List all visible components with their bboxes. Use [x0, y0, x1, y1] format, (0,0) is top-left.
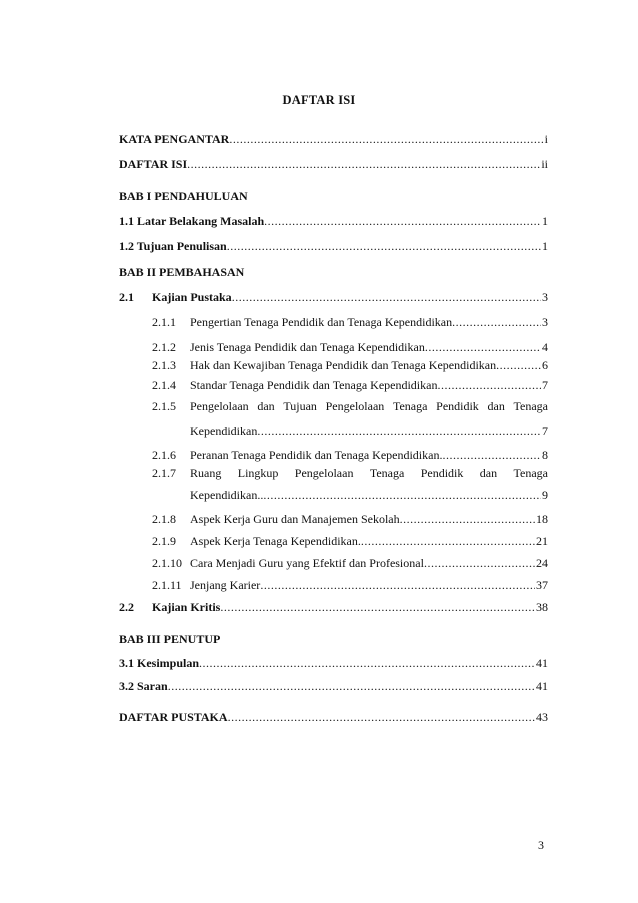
toc-page: 38 [536, 600, 548, 614]
toc-entry-2-1-10[interactable] [119, 555, 548, 571]
toc-label: Aspek Kerja Guru dan Manajemen Sekolah [190, 512, 400, 526]
toc-entry-daftar-isi[interactable] [119, 156, 548, 172]
toc-entry-daftar-pustaka[interactable] [119, 709, 548, 725]
toc-label: Kajian Kritis [152, 600, 221, 614]
toc-entry-2-1-8[interactable] [119, 511, 548, 527]
toc-entry-2-1-7-continuation[interactable] [119, 487, 548, 503]
toc-label: Hak dan Kewajiban Tenaga Pendidik dan Tenaga Kependidikan [190, 358, 497, 372]
word: Tujuan [283, 399, 317, 413]
leader-dots [452, 314, 541, 330]
toc-page: 9 [542, 488, 548, 502]
toc-number: 2.1.7 [152, 466, 176, 480]
toc-number: 2.1.9 [152, 534, 176, 548]
toc-number: 2.1.10 [152, 556, 182, 570]
toc-entry-2-1-5-first-line [190, 398, 548, 414]
toc-entry-2-1-2[interactable] [119, 339, 548, 355]
page-title: DAFTAR ISI [282, 93, 356, 107]
toc-page: 1 [542, 214, 548, 228]
toc-number: 2.1 [119, 290, 134, 304]
word: Pengelolaan [190, 399, 249, 413]
toc-entry-2-1-6[interactable] [119, 447, 548, 463]
toc-entry-2-2[interactable] [119, 599, 548, 615]
toc-page: 3 [542, 290, 548, 304]
leader-dots [496, 357, 541, 373]
toc-entry-1-2[interactable] [119, 238, 548, 254]
leader-dots [168, 678, 535, 694]
toc-entry-2-1-4[interactable] [119, 377, 548, 393]
toc-entry-2-1-9[interactable] [119, 533, 548, 549]
toc-label: 3.2 Saran [119, 679, 168, 693]
toc-number: 2.1.5 [152, 399, 176, 413]
leader-dots [228, 709, 535, 725]
word: Pendidik [420, 466, 464, 480]
toc-label: DAFTAR PUSTAKA [119, 710, 228, 724]
toc-number: 2.1.1 [152, 315, 176, 329]
toc-number: 2.2 [119, 600, 134, 614]
toc-page: 4 [542, 340, 548, 354]
toc-label: 1.2 Tujuan Penulisan [119, 239, 227, 253]
toc-page: 41 [536, 679, 548, 693]
toc-label: Pengertian Tenaga Pendidik dan Tenaga Kependidikan [190, 315, 453, 329]
word: dan [257, 399, 275, 413]
toc-entry-1-1[interactable] [119, 213, 548, 229]
leader-dots [260, 577, 535, 593]
chapter-heading-bab-3: BAB III PENUTUP [119, 632, 221, 646]
toc-label: DAFTAR ISI [119, 157, 188, 171]
word: Tenaga [369, 466, 405, 480]
leader-dots [220, 599, 535, 615]
leader-dots [229, 131, 543, 147]
toc-number: 2.1.3 [152, 358, 176, 372]
word: Ruang [190, 466, 222, 480]
leader-dots [424, 555, 535, 571]
toc-label: Cara Menjadi Guru yang Efektif dan Profesional [190, 556, 424, 570]
toc-page: ii [541, 157, 548, 171]
toc-page: 6 [542, 358, 548, 372]
leader-dots [400, 511, 535, 527]
toc-label: Kependidikan.. [190, 488, 264, 502]
toc-page: 37 [536, 578, 548, 592]
toc-number: 2.1.4 [152, 378, 176, 392]
word: dan [487, 399, 505, 413]
toc-number: 2.1.8 [152, 512, 176, 526]
toc-number: 2.1.2 [152, 340, 176, 354]
chapter-heading-bab-2: BAB II PEMBAHASAN [119, 265, 245, 279]
toc-label: Jenjang Karier [190, 578, 261, 592]
leader-dots [425, 339, 541, 355]
toc-entry-2-1[interactable] [119, 289, 548, 305]
toc-page: 1 [542, 239, 548, 253]
toc-page: 41 [536, 656, 548, 670]
toc-entry-2-1-5-continuation[interactable] [119, 423, 548, 439]
word: Lingkup [237, 466, 279, 480]
toc-page: 24 [536, 556, 548, 570]
toc-label: Aspek Kerja Tenaga Kependidikan. [190, 534, 361, 548]
word: Tenaga [392, 399, 428, 413]
leader-dots [232, 289, 541, 305]
toc-label: Standar Tenaga Pendidik dan Tenaga Kependidikan [190, 378, 438, 392]
toc-label: Peranan Tenaga Pendidik dan Tenaga Kependidikan. [190, 448, 443, 462]
toc-entry-2-1-1[interactable] [119, 314, 548, 330]
toc-entry-2-1-7-first-line [190, 465, 548, 481]
toc-entry-3-1[interactable] [119, 655, 548, 671]
leader-dots [263, 487, 541, 503]
toc-page: 7 [542, 378, 548, 392]
toc-label: Kependidikan [190, 424, 258, 438]
leader-dots [257, 423, 541, 439]
leader-dots [361, 533, 535, 549]
word: Tenaga [513, 399, 548, 413]
toc-page: 21 [536, 534, 548, 548]
leader-dots [442, 447, 541, 463]
toc-label: KATA PENGANTAR [119, 132, 230, 146]
leader-dots [264, 213, 541, 229]
toc-page: 8 [542, 448, 548, 462]
toc-label: Kajian Pustaka [152, 290, 232, 304]
word: Pendidik [436, 399, 479, 413]
word: Tenaga [513, 466, 548, 480]
toc-entry-2-1-3[interactable] [119, 357, 548, 373]
toc-page: 3 [542, 315, 548, 329]
toc-label: 3.1 Kesimpulan [119, 656, 200, 670]
leader-dots [199, 655, 535, 671]
leader-dots [187, 156, 540, 172]
toc-label: Jenis Tenaga Pendidik dan Tenaga Kependidikan [190, 340, 425, 354]
toc-entry-kata-pengantar[interactable] [119, 131, 548, 147]
leader-dots [227, 238, 541, 254]
toc-label: 1.1 Latar Belakang Masalah [119, 214, 265, 228]
page-number: 3 [538, 838, 544, 852]
toc-number: 2.1.6 [152, 448, 176, 462]
toc-page: 43 [536, 710, 548, 724]
leader-dots [437, 377, 541, 393]
toc-page: 18 [536, 512, 548, 526]
word: dan [479, 466, 498, 480]
chapter-heading-bab-1: BAB I PENDAHULUAN [119, 189, 248, 203]
word: Pengelolaan [325, 399, 385, 413]
word: Pengelolaan [294, 466, 354, 480]
toc-number: 2.1.11 [152, 578, 182, 592]
toc-page: i [544, 132, 548, 146]
toc-entry-2-1-11[interactable] [119, 577, 548, 593]
toc-page: 7 [542, 424, 548, 438]
toc-entry-3-2[interactable] [119, 678, 548, 694]
